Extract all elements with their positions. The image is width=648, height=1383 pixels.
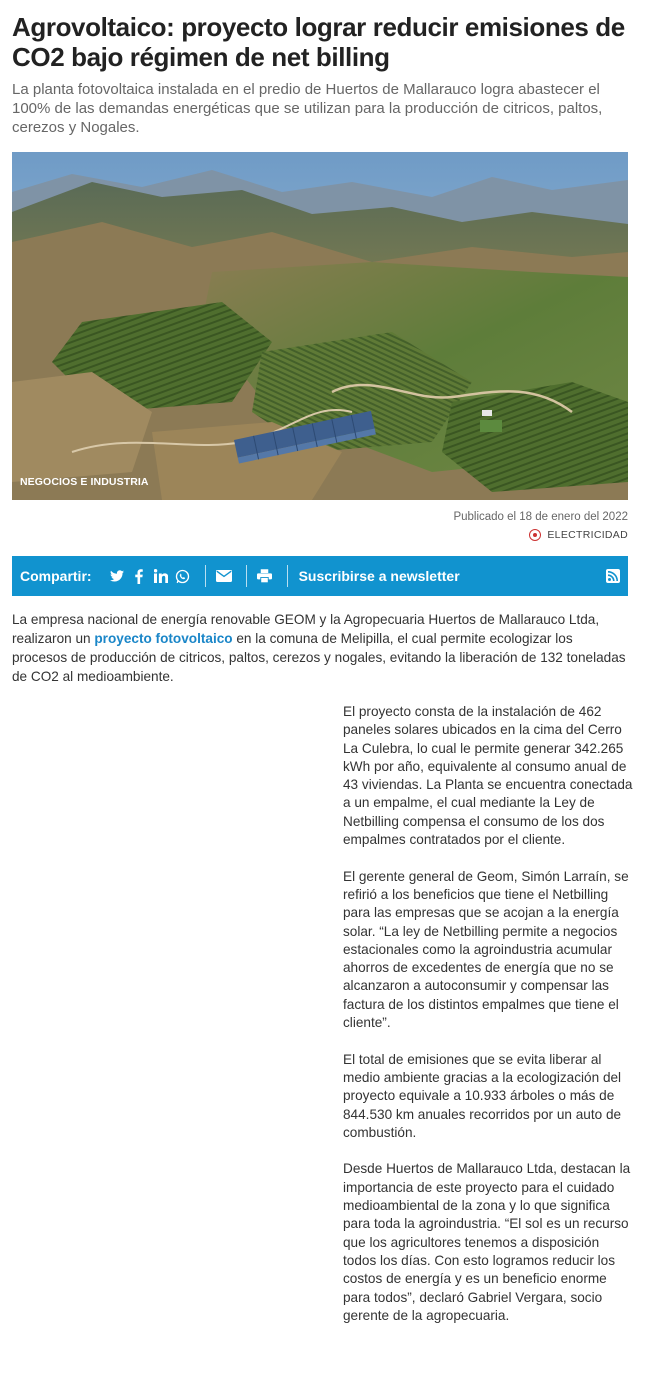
share-bar bbox=[12, 556, 628, 596]
divider bbox=[246, 565, 247, 587]
body-paragraph: El gerente general de Geom, Simón Larraín, se refirió a los beneficios que tiene el Netbilling para las empresas que se acojan a la energía solar. “La ley de Netbilling permite a negocios estacionales como la agroindustria acumular ahorros de excedentes de energía que no se alcanzaron a autoconsumir y compensar las factura de los distintos empalmes que tiene el cliente”. bbox=[343, 868, 629, 1031]
intro-text-continued: en la comuna de Melipilla, el cual permite ecologizar los procesos de producción de citricos, paltos, cerezos y nogales, evitando la liberación de 132 toneladas de CO2 al medioambiente. bbox=[12, 631, 626, 684]
article-title: Agrovoltaico: proyecto lograr reducir emisiones de CO2 bajo régimen de net billing bbox=[12, 12, 625, 72]
body-paragraph: El proyecto consta de la instalación de 462 paneles solares ubicados en la cima del Cerro La Culebra, lo cual le permite generar 342.265 kWh por año, equivalente al consumo anual de 43 viviendas. La Planta se encuentra conectada a un empalme, el cual mediante la Ley de Netbilling compensa el consumo de los dos empalmes contratados por el cliente. bbox=[343, 704, 633, 848]
category-bullet-icon bbox=[529, 529, 541, 541]
facebook-icon[interactable] bbox=[130, 567, 148, 585]
category-link[interactable] bbox=[529, 529, 628, 541]
print-icon[interactable] bbox=[256, 567, 274, 585]
intro-text: La empresa nacional de energía renovable GEOM y la Agropecuaria Huertos de Mallarauco Ltda, realizaron un bbox=[12, 612, 600, 646]
body-paragraph: El total de emisiones que se evita liberar al medio ambiente gracias a la ecologización del proyecto equivale a 10.933 árboles o más de 844.530 km anuales recorridos por un auto de combustión. bbox=[343, 1051, 622, 1140]
share-label: Compartir: bbox=[20, 568, 92, 584]
hero-image bbox=[12, 152, 628, 500]
divider bbox=[205, 565, 206, 587]
linkedin-icon[interactable] bbox=[152, 567, 170, 585]
twitter-icon[interactable] bbox=[108, 567, 126, 585]
whatsapp-icon[interactable] bbox=[174, 567, 192, 585]
rss-icon[interactable] bbox=[606, 569, 620, 583]
publish-date: Publicado el 18 de enero del 2022 bbox=[453, 511, 628, 523]
divider bbox=[287, 565, 288, 587]
hero-landscape-illustration bbox=[12, 152, 628, 500]
article-subtitle: La planta fotovoltaica instalada en el predio de Huertos de Mallarauco logra abastecer el 100% de las demandas energéticas que se utilizan para la producción de citricos, paltos, cerezos y Nogales. bbox=[12, 81, 603, 136]
newsletter-link[interactable]: Suscribirse a newsletter bbox=[298, 568, 460, 584]
project-link[interactable]: proyecto fotovoltaico bbox=[94, 631, 233, 646]
article-body-column bbox=[343, 703, 633, 1343]
section-tag[interactable]: NEGOCIOS E INDUSTRIA bbox=[20, 476, 149, 488]
body-paragraph: Desde Huertos de Mallarauco Ltda, destacan la importancia de este proyecto para el cuidado medioambiental de la zona y lo que significa para toda la agroindustria. “El sol es un recurso que los agricultores tenemos a disposición todos los días. Con esto logramos reducir los costos de energía y es un beneficio enorme para todos”, declaró Gabriel Vergara, socio gerente de la agropecuaria. bbox=[343, 1161, 631, 1323]
email-icon[interactable] bbox=[215, 567, 233, 585]
article-intro bbox=[12, 610, 628, 686]
category-label: ELECTRICIDAD bbox=[547, 529, 628, 541]
